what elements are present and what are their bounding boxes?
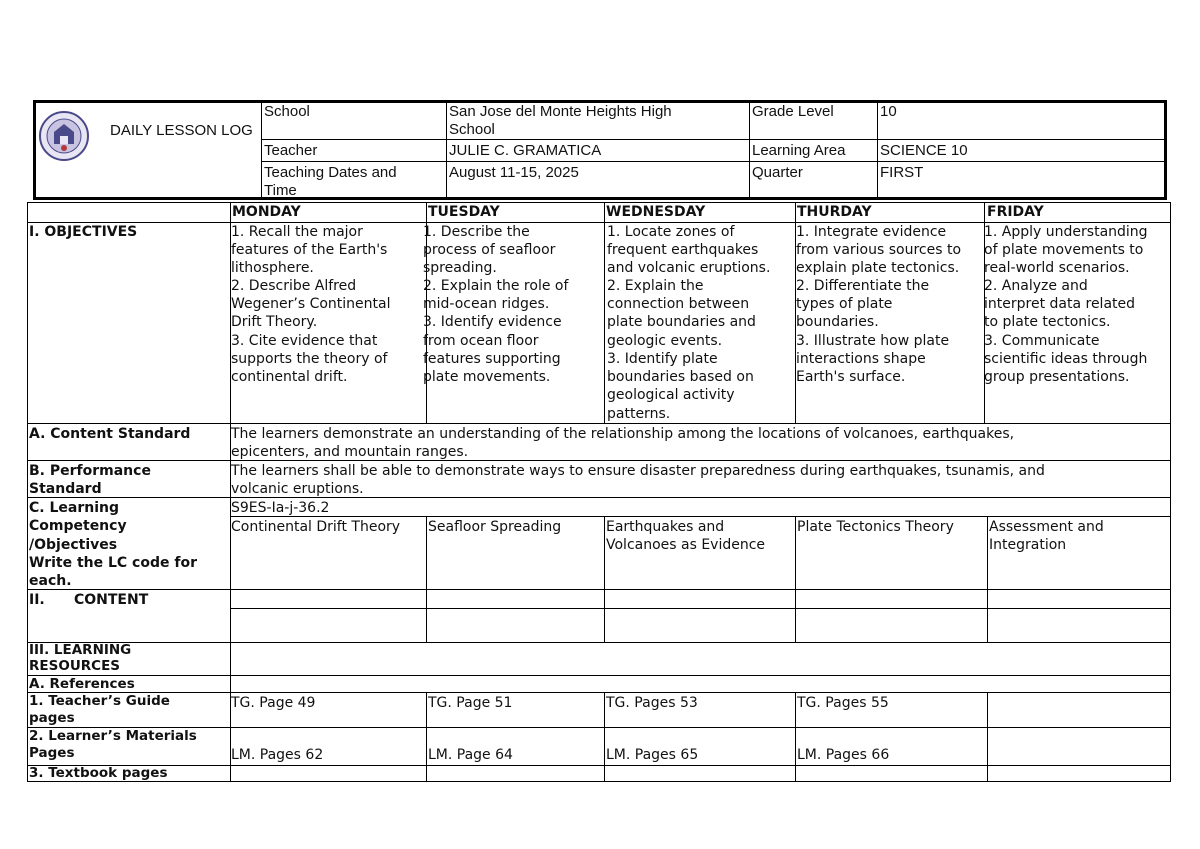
objective-line: 3. Illustrate how plate <box>796 333 950 349</box>
table-rule <box>230 608 1171 609</box>
objective-line: 3. Identify evidence <box>423 314 562 330</box>
lm-value-thursday: LM. Pages 66 <box>797 747 890 763</box>
area-value: SCIENCE 10 <box>880 142 968 159</box>
header-divider <box>261 100 262 200</box>
tg-value-tuesday: TG. Page 51 <box>428 695 513 711</box>
day-header-tuesday: TUESDAY <box>428 204 500 220</box>
day-header-thursday: THURDAY <box>797 204 872 220</box>
objectives-label: I. OBJECTIVES <box>29 224 138 240</box>
lm-value-monday: LM. Pages 62 <box>231 747 324 763</box>
tg-value-wednesday: TG. Pages 53 <box>606 695 698 711</box>
grade-label: Grade Level <box>752 103 834 120</box>
competency-label: each. <box>29 573 72 589</box>
objective-line: 1. Integrate evidence <box>796 224 947 240</box>
tg-value-monday: TG. Page 49 <box>231 695 316 711</box>
objective-line: to plate tectonics. <box>984 314 1111 330</box>
objective-line: geologic events. <box>607 333 723 349</box>
school-label: School <box>264 103 310 120</box>
competency-label: Competency <box>29 518 127 534</box>
objective-line: 1. Apply understanding <box>984 224 1148 240</box>
objective-line: interactions shape <box>796 351 926 367</box>
resources-label: RESOURCES <box>29 658 121 674</box>
performance-standard-line: volcanic eruptions. <box>231 481 364 497</box>
table-rule <box>795 516 796 642</box>
header-divider <box>261 161 1167 162</box>
table-rule <box>795 692 796 782</box>
dates-label-line2: Time <box>264 182 297 199</box>
objective-line: connection between <box>607 296 750 312</box>
table-rule <box>27 423 1171 424</box>
objective-line: types of plate <box>796 296 893 312</box>
objective-line: and volcanic eruptions. <box>607 260 771 276</box>
objective-line: patterns. <box>607 406 671 422</box>
lm-label: 2. Learner’s Materials <box>29 728 197 744</box>
objective-line: 3. Identify plate <box>607 351 718 367</box>
day-header-friday: FRIDAY <box>987 204 1044 220</box>
deped-seal-logo <box>38 110 90 162</box>
performance-standard-label: B. Performance <box>29 463 151 479</box>
objective-line: interpret data related <box>984 296 1136 312</box>
table-rule <box>27 765 1171 766</box>
objective-line: plate boundaries and <box>607 314 756 330</box>
objective-line: 3. Cite evidence that <box>231 333 378 349</box>
table-rule <box>987 516 988 642</box>
topic-friday: Integration <box>989 537 1067 553</box>
resources-label: III. LEARNING <box>29 642 132 658</box>
objective-line: 2. Explain the role of <box>423 278 569 294</box>
topic-friday: Assessment and <box>989 519 1104 535</box>
dates-value: August 11-15, 2025 <box>449 164 579 181</box>
objective-line: Drift Theory. <box>231 314 318 330</box>
teacher-value: JULIE C. GRAMATICA <box>449 142 602 159</box>
topic-thursday: Plate Tectonics Theory <box>797 519 954 535</box>
teacher-label: Teacher <box>264 142 318 159</box>
header-divider <box>261 139 1167 140</box>
day-header-monday: MONDAY <box>232 204 301 220</box>
table-rule <box>426 692 427 782</box>
textbook-label: 3. Textbook pages <box>29 765 168 781</box>
grade-value: 10 <box>880 103 897 120</box>
objective-line: spreading. <box>423 260 497 276</box>
objective-line: from ocean floor <box>423 333 539 349</box>
objective-line: of plate movements to <box>984 242 1144 258</box>
objective-line: mid-ocean ridges. <box>423 296 550 312</box>
lc-code: S9ES-Ia-j-36.2 <box>231 500 330 516</box>
content-standard-label: A. Content Standard <box>29 426 191 442</box>
table-rule <box>604 516 605 642</box>
tg-label: pages <box>29 710 75 726</box>
content-label: II. CONTENT <box>29 592 149 608</box>
topic-wednesday: Volcanoes as Evidence <box>606 537 766 553</box>
objective-line: 3. Communicate <box>984 333 1100 349</box>
objective-line: supports the theory of <box>231 351 388 367</box>
quarter-value: FIRST <box>880 164 924 181</box>
objective-line: plate movements. <box>423 369 551 385</box>
objective-line: features of the Earth's <box>231 242 388 258</box>
competency-label: C. Learning <box>29 500 119 516</box>
competency-label: /Objectives <box>29 537 118 553</box>
header-divider <box>877 100 878 200</box>
objective-line: 2. Describe Alfred <box>231 278 357 294</box>
quarter-label: Quarter <box>752 164 803 181</box>
lm-value-wednesday: LM. Pages 65 <box>606 747 699 763</box>
content-standard-line: epicenters, and mountain ranges. <box>231 444 469 460</box>
objective-line: geological activity <box>607 387 735 403</box>
objective-line: 2. Differentiate the <box>796 278 930 294</box>
objective-line: boundaries based on <box>607 369 754 385</box>
table-rule <box>604 692 605 782</box>
tg-label: 1. Teacher’s Guide <box>29 693 170 709</box>
topic-tuesday: Seafloor Spreading <box>428 519 562 535</box>
objective-line: 1. Describe the <box>423 224 530 240</box>
objective-line: 2. Analyze and <box>984 278 1088 294</box>
table-rule <box>27 202 28 782</box>
objective-line: lithosphere. <box>231 260 314 276</box>
dates-label-line1: Teaching Dates and <box>264 164 397 181</box>
table-rule <box>27 692 1171 693</box>
school-value-line2: School <box>449 121 495 138</box>
objective-line: features supporting <box>423 351 561 367</box>
table-rule <box>27 642 1171 643</box>
objective-line: explain plate tectonics. <box>796 260 960 276</box>
table-rule <box>230 516 1171 517</box>
objective-line: real-world scenarios. <box>984 260 1130 276</box>
table-rule <box>27 781 1171 782</box>
lm-value-tuesday: LM. Page 64 <box>428 747 513 763</box>
school-value-line1: San Jose del Monte Heights High <box>449 103 672 120</box>
table-rule <box>1170 202 1171 782</box>
table-rule <box>27 460 1171 461</box>
objective-line: 1. Locate zones of <box>607 224 735 240</box>
header-divider <box>446 100 447 200</box>
competency-label: Write the LC code for <box>29 555 197 571</box>
objective-line: boundaries. <box>796 314 879 330</box>
objective-line: from various sources to <box>796 242 962 258</box>
references-label: A. References <box>29 676 135 692</box>
content-standard-line: The learners demonstrate an understanding of the relationship among the locations of volcanoes, earthquakes, <box>231 426 1015 442</box>
objective-line: process of seafloor <box>423 242 556 258</box>
table-rule <box>987 692 988 782</box>
table-rule <box>27 675 1171 676</box>
table-rule <box>27 497 1171 498</box>
objective-line: scientific ideas through <box>984 351 1148 367</box>
performance-standard-label: Standard <box>29 481 102 497</box>
doc-title: DAILY LESSON LOG <box>110 122 253 139</box>
topic-wednesday: Earthquakes and <box>606 519 725 535</box>
table-rule <box>27 727 1171 728</box>
tg-value-thursday: TG. Pages 55 <box>797 695 889 711</box>
performance-standard-line: The learners shall be able to demonstrate ways to ensure disaster preparedness during earthquakes, tsunamis, and <box>231 463 1045 479</box>
objective-line: 1. Recall the major <box>231 224 363 240</box>
table-rule <box>27 589 1171 590</box>
table-rule <box>604 202 605 424</box>
area-label: Learning Area <box>752 142 846 159</box>
objective-line: Earth's surface. <box>796 369 906 385</box>
objective-line: frequent earthquakes <box>607 242 759 258</box>
objective-line: continental drift. <box>231 369 348 385</box>
topic-monday: Continental Drift Theory <box>231 519 401 535</box>
lm-label: Pages <box>29 745 75 761</box>
objective-line: group presentations. <box>984 369 1130 385</box>
table-rule <box>426 516 427 642</box>
day-header-wednesday: WEDNESDAY <box>606 204 706 220</box>
objective-line: Wegener’s Continental <box>231 296 391 312</box>
header-divider <box>749 100 750 200</box>
objective-line: 2. Explain the <box>607 278 704 294</box>
